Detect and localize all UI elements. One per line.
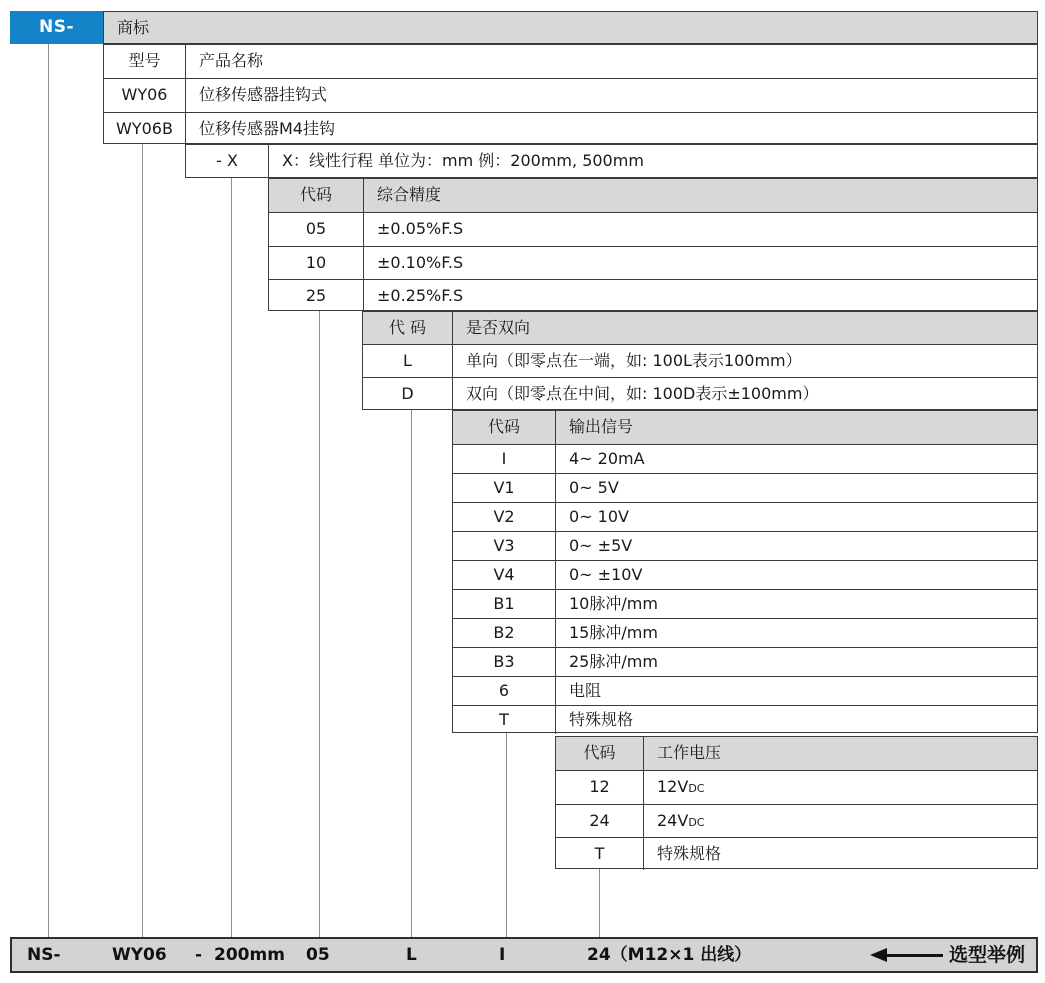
direction-desc: 双向（即零点在中间，如: 100D表示±100mm） — [466, 383, 819, 403]
output-desc: 0~ 10V — [569, 507, 629, 526]
example-pointer — [870, 939, 1025, 971]
output-code: V4 — [453, 561, 556, 589]
table-row — [453, 502, 1037, 531]
stroke-code: - X — [186, 145, 269, 177]
voltage-desc — [644, 771, 704, 803]
output-header-code: 代码 — [453, 411, 556, 444]
connector-line-model — [142, 144, 143, 937]
output-code: V1 — [453, 474, 556, 502]
example-output: I — [499, 945, 506, 965]
table-row — [453, 705, 1037, 734]
example-direction: L — [406, 945, 417, 965]
table-row — [453, 647, 1037, 676]
output-desc: 10脉冲/mm — [569, 594, 658, 613]
direction-code: D — [363, 378, 453, 409]
voltage-desc — [644, 805, 704, 837]
connector-line-brand — [48, 44, 49, 937]
table-row — [453, 676, 1037, 705]
direction-code: L — [363, 345, 453, 376]
table-row — [556, 804, 1037, 837]
table-row — [453, 473, 1037, 502]
voltage-header-code: 代码 — [556, 737, 644, 770]
table-row — [556, 837, 1037, 870]
brand-code-box — [10, 11, 103, 44]
output-signal-table — [452, 410, 1038, 733]
accuracy-desc: ±0.05%F.S — [377, 219, 464, 239]
output-code: V2 — [453, 503, 556, 531]
direction-header-desc: 是否双向 — [466, 318, 531, 337]
stroke-table — [185, 144, 1038, 178]
accuracy-code: 25 — [269, 280, 364, 312]
table-header-row — [453, 411, 1037, 444]
output-code: B1 — [453, 590, 556, 618]
example-stroke: 200mm — [214, 945, 285, 965]
accuracy-code: 10 — [269, 247, 364, 279]
voltage-unit-sub: DC — [688, 782, 705, 796]
example-voltage: 24（M12×1 出线） — [587, 945, 752, 965]
accuracy-header-desc: 综合精度 — [377, 185, 442, 204]
output-code: I — [453, 445, 556, 473]
voltage-value: 特殊规格 — [657, 843, 722, 863]
connector-line-output — [506, 733, 507, 937]
example-code-bar — [10, 937, 1038, 973]
model-code: WY06B — [104, 113, 186, 145]
table-row — [269, 246, 1037, 279]
output-code: V3 — [453, 532, 556, 560]
table-row — [453, 618, 1037, 647]
output-desc: 0~ ±5V — [569, 536, 633, 555]
direction-header-code: 代 码 — [363, 312, 453, 344]
table-row — [556, 770, 1037, 803]
example-model: WY06 — [112, 945, 167, 965]
voltage-unit-sub: DC — [688, 815, 705, 829]
table-header-row — [269, 179, 1037, 212]
model-desc: 位移传感器M4挂钩 — [199, 118, 335, 138]
accuracy-table — [268, 178, 1038, 311]
output-code: 6 — [453, 677, 556, 705]
table-row — [104, 112, 1037, 145]
example-dash: - — [195, 945, 203, 965]
model-desc: 位移传感器挂钩式 — [199, 85, 328, 105]
connector-line-stroke — [231, 178, 232, 937]
table-row — [269, 279, 1037, 312]
direction-table — [362, 311, 1038, 410]
connector-line-voltage — [599, 869, 600, 937]
output-code: B2 — [453, 619, 556, 647]
connector-line-accuracy — [319, 311, 320, 937]
voltage-code: 12 — [556, 771, 644, 803]
table-row — [104, 78, 1037, 111]
example-accuracy: 05 — [306, 945, 330, 965]
voltage-code: T — [556, 838, 644, 870]
accuracy-code: 05 — [269, 213, 364, 245]
example-note: 选型举例 — [949, 944, 1026, 966]
model-code: WY06 — [104, 79, 186, 111]
direction-desc: 单向（即零点在一端，如: 100L表示100mm） — [466, 351, 802, 371]
table-header-row — [363, 312, 1037, 344]
arrow-tail-line — [887, 954, 943, 957]
output-desc: 0~ ±10V — [569, 565, 643, 584]
table-header-row — [556, 737, 1037, 770]
table-row — [363, 377, 1037, 409]
voltage-value: 12V — [657, 777, 689, 797]
voltage-value: 24V — [657, 810, 689, 830]
table-row — [186, 145, 1037, 177]
output-code: B3 — [453, 648, 556, 676]
model-header-code: 型号 — [104, 45, 186, 78]
voltage-desc — [644, 838, 721, 870]
model-table — [103, 44, 1038, 144]
table-row — [453, 531, 1037, 560]
accuracy-header-code: 代码 — [269, 179, 364, 212]
voltage-header-desc: 工作电压 — [657, 743, 722, 762]
accuracy-desc: ±0.10%F.S — [377, 252, 464, 272]
output-desc: 0~ 5V — [569, 478, 619, 497]
accuracy-desc: ±0.25%F.S — [377, 285, 464, 305]
connector-line-direction — [411, 410, 412, 937]
voltage-table — [555, 736, 1038, 869]
output-desc: 15脉冲/mm — [569, 623, 658, 642]
stroke-desc: X：线性行程 单位为：mm 例：200mm, 500mm — [282, 151, 644, 170]
model-header-desc: 产品名称 — [199, 51, 264, 70]
table-row — [269, 212, 1037, 245]
brand-code: NS- — [38, 17, 75, 37]
output-desc: 特殊规格 — [569, 710, 634, 729]
left-arrow-icon — [870, 948, 887, 962]
output-desc: 4~ 20mA — [569, 449, 645, 468]
output-code: T — [453, 706, 556, 734]
trademark-label: 商标 — [117, 18, 150, 37]
example-brand: NS- — [27, 945, 61, 965]
table-row — [363, 344, 1037, 376]
table-row — [453, 589, 1037, 618]
output-header-desc: 输出信号 — [569, 417, 634, 436]
voltage-code: 24 — [556, 805, 644, 837]
output-desc: 25脉冲/mm — [569, 652, 658, 671]
output-desc: 电阻 — [569, 681, 602, 700]
table-row — [453, 444, 1037, 473]
trademark-header — [103, 11, 1038, 44]
table-row — [453, 560, 1037, 589]
table-row — [104, 45, 1037, 78]
